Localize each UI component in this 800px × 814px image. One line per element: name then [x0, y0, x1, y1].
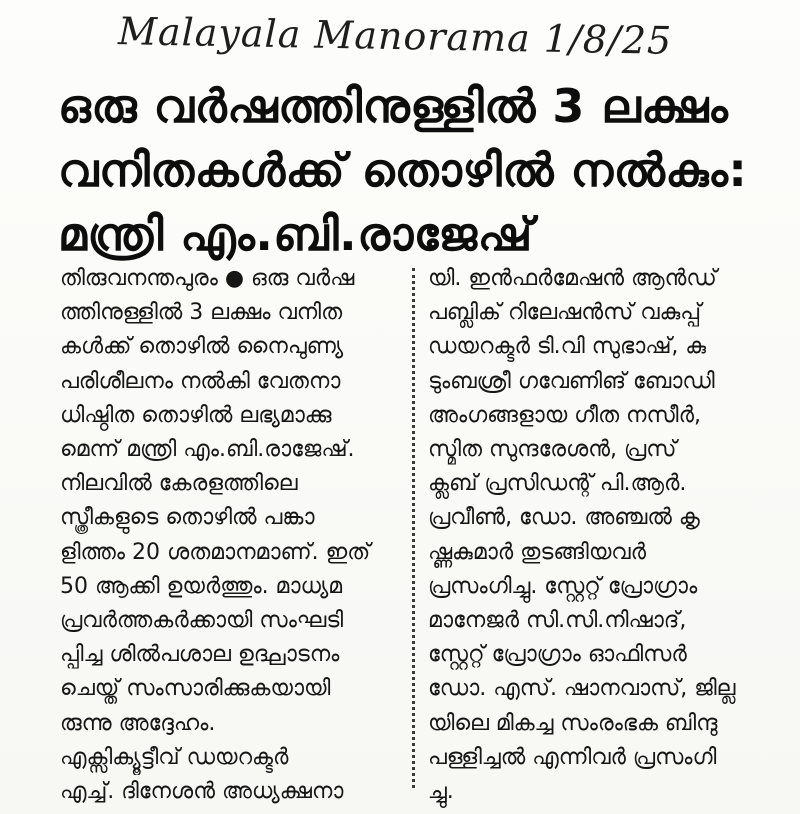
- text-line: തിരുവനന്തപുരം ● ഒരു വർഷ: [60, 266, 355, 291]
- text-line: പള്ളിച്ചൽ എന്നിവർ പ്രസംഗി: [428, 744, 717, 770]
- text-line: സ്ത്രീകളുടെ തൊഴിൽ പങ്കാ: [60, 505, 315, 531]
- text-line: ക്ലബ് പ്രസിഡന്റ് പി.ആർ.: [428, 471, 687, 497]
- text-line: പബ്ലിക് റിലേഷൻസ് വകുപ്പ്: [428, 300, 702, 326]
- text-line: പ്പിച്ച ശിൽപശാല ഉദ്ഘാടനം: [60, 642, 340, 668]
- text-line: സ്മിത സുന്ദരേശൻ, പ്രസ്: [428, 437, 677, 463]
- text-line: ഡോ. എസ്. ഷാനവാസ്, ജില്ല: [428, 676, 736, 702]
- text-line: പരിശീലനം നൽകി വേതനാ: [60, 368, 341, 394]
- text-line: യി. ഇൻഫർമേഷൻ ആൻഡ്: [428, 266, 717, 291]
- text-line: ച്ചു.: [428, 779, 454, 805]
- text-line: പ്രവീൺ, ഡോ. അഞ്ചൽ കൃ: [428, 505, 700, 531]
- text-line: പ്രവർത്തകർക്കായി സംഘടി: [60, 608, 344, 634]
- text-line: മാനേജർ സി.സി.നിഷാദ്,: [428, 608, 687, 634]
- text-line: സ്റ്റേറ്റ് പ്രോഗ്രാം ഓഫിസർ: [428, 642, 687, 668]
- article-column-left: [60, 262, 412, 809]
- text-line: പ്രസംഗിച്ചു. സ്റ്റേറ്റ് പ്രോഗ്രാം: [428, 573, 698, 599]
- text-line: എച്ച്. ദിനേശൻ അധ്യക്ഷനാ: [60, 779, 344, 805]
- headline-line-1: ഒരു വർഷത്തിനുള്ളിൽ 3 ലക്ഷം: [58, 79, 729, 133]
- text-line: ചെയ്ത് സംസാരിക്കുകയായി: [60, 676, 331, 702]
- column-divider: [412, 268, 415, 788]
- text-line: എക്സിക്യൂട്ടീവ് ഡയറക്ടർ: [60, 744, 289, 770]
- text-line: ഡയറക്ടർ ടി.വി സുഭാഷ്, കു: [428, 334, 707, 360]
- text-line: ടുംബശ്രീ ഗവേണിങ് ബോഡി: [428, 368, 715, 394]
- article-column-right: [428, 262, 788, 809]
- text-line: 50 ആക്കി ഉയർത്തും. മാധ്യമ: [60, 573, 343, 599]
- text-line: ളിത്തം 20 ശതമാനമാണ്. ഇത്: [60, 539, 371, 565]
- handwritten-source-note: Malayala Manorama 1/8/25: [117, 9, 673, 63]
- headline-line-3: മന്ത്രി എം.ബി.രാജേഷ്: [58, 207, 533, 261]
- text-line: അംഗങ്ങളായ ഗീത നസീർ,: [428, 402, 701, 428]
- text-line: മെന്ന് മന്ത്രി എം.ബി.രാജേഷ്.: [60, 437, 355, 463]
- text-line: ധിഷ്ഠിത തൊഴിൽ ലഭ്യമാക്കു: [60, 402, 332, 428]
- text-line: കൾക്ക് തൊഴിൽ നൈപുണ്യ: [60, 334, 344, 360]
- text-line: രുന്നു അദ്ദേഹം.: [60, 710, 216, 736]
- headline-line-2: വനിതകൾക്ക് തൊഴിൽ നൽകും:: [58, 143, 748, 197]
- text-line: നിലവിൽ കേരളത്തിലെ: [60, 471, 298, 497]
- text-line: ഷ്ണകുമാർ തുടങ്ങിയവർ: [428, 539, 647, 565]
- headline: [58, 74, 778, 266]
- text-line: യിലെ മികച്ച സംരംഭക ബിന്ദു: [428, 710, 718, 736]
- text-line: ത്തിനുള്ളിൽ 3 ലക്ഷം വനിത: [60, 300, 343, 326]
